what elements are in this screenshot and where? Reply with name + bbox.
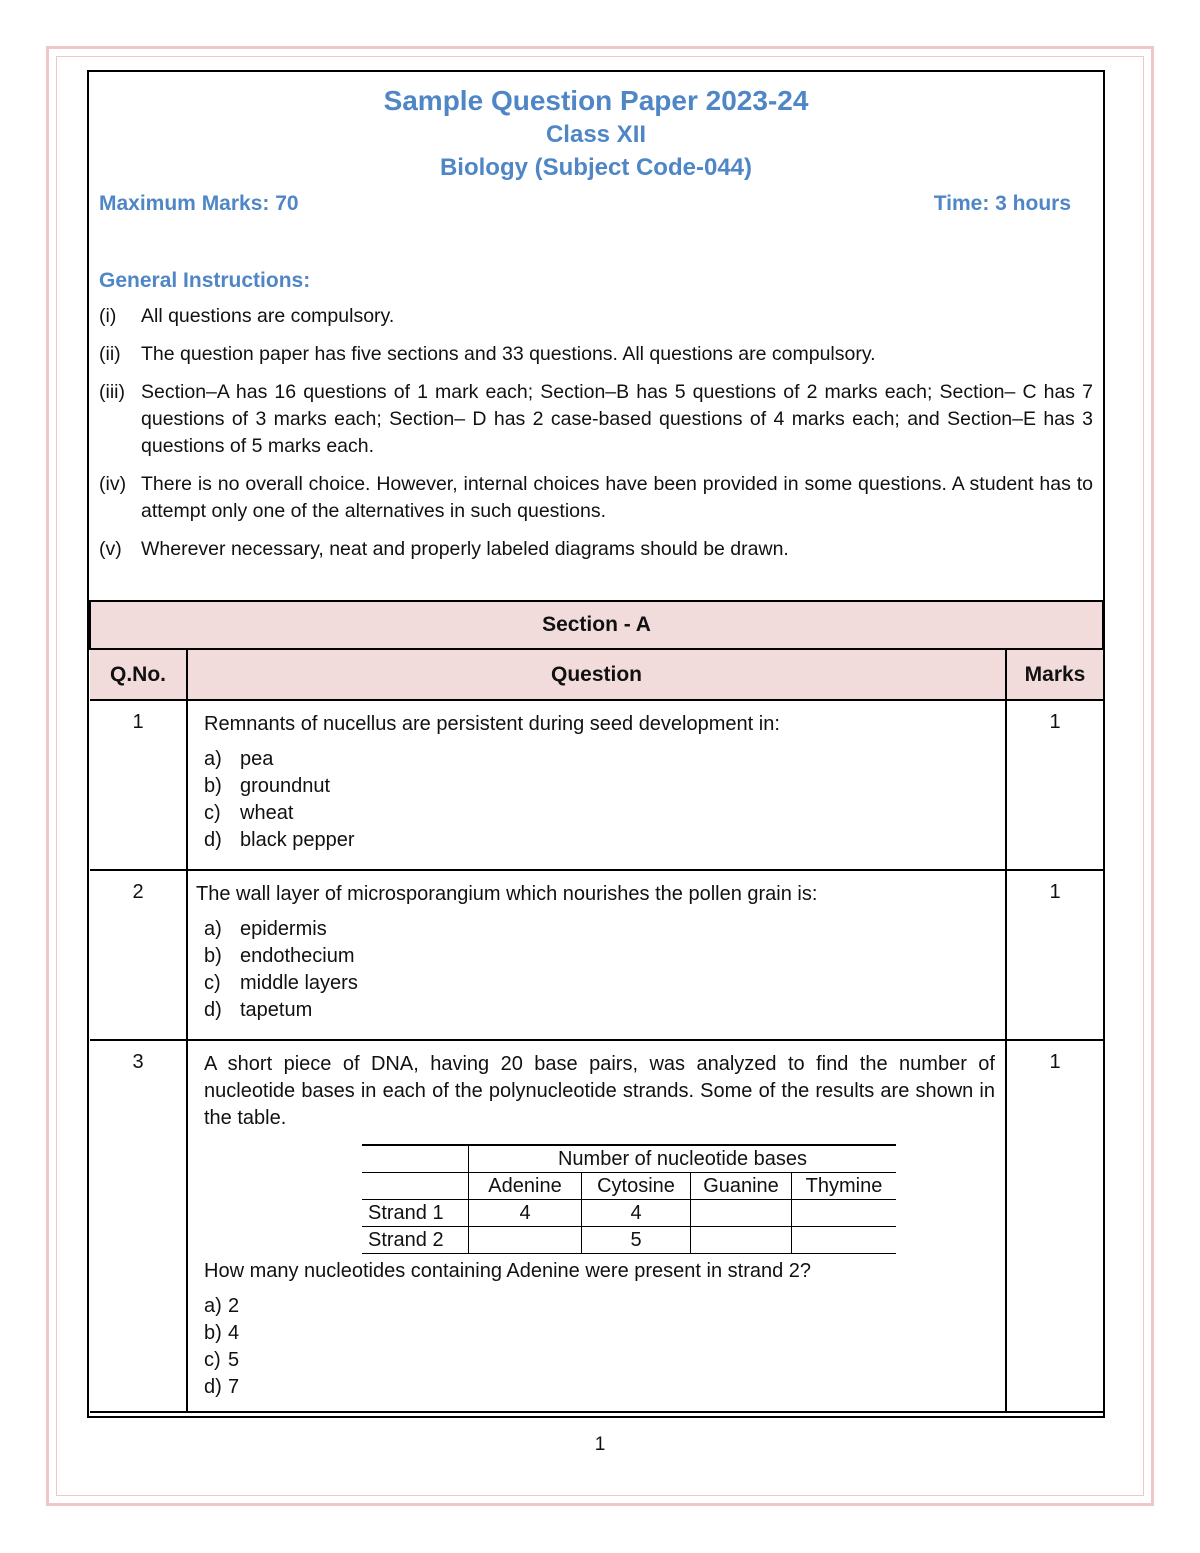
option-text: 2	[228, 1295, 240, 1317]
option-text: endothecium	[240, 945, 355, 967]
question-number: 2	[90, 870, 187, 1040]
instruction-text: The question paper has five sections and 33 questions. All questions are compulsory.	[141, 343, 876, 365]
instruction-item	[99, 379, 1093, 460]
option-label: c)	[204, 802, 221, 824]
question-number: 1	[90, 700, 187, 870]
column-header-qno: Q.No.	[90, 649, 187, 700]
instructions-heading: General Instructions:	[99, 269, 311, 292]
nucleotide-cell	[792, 1227, 897, 1254]
options-list	[204, 1293, 995, 1401]
class-label: Class XII	[545, 121, 647, 148]
nucleotide-table-caption-row	[362, 1145, 896, 1173]
option-item	[204, 773, 995, 800]
instruction-number: (ii)	[99, 343, 121, 365]
option-label: b)	[204, 945, 222, 967]
nucleotide-cell: 4	[582, 1200, 691, 1227]
option-text: middle layers	[240, 972, 358, 994]
instructions-list	[99, 303, 1093, 563]
nucleotide-column-header: Cytosine	[582, 1173, 691, 1200]
paper-title: Sample Question Paper 2023-24	[383, 85, 809, 116]
option-label: a)	[204, 1295, 222, 1317]
option-text: groundnut	[240, 775, 331, 797]
nucleotide-column-header: Thymine	[792, 1173, 897, 1200]
nucleotide-cell	[691, 1200, 792, 1227]
option-item	[204, 800, 995, 827]
question-row	[90, 870, 1103, 1040]
question-text: Remnants of nucellus are persistent during seed development in:	[204, 713, 780, 735]
option-label: d)	[204, 999, 222, 1021]
option-label: c)	[204, 972, 221, 994]
option-text: 5	[228, 1349, 240, 1371]
option-label: a)	[204, 918, 222, 940]
option-item	[204, 1347, 995, 1374]
nucleotide-table-corner	[362, 1173, 469, 1200]
option-item	[204, 827, 995, 854]
option-item	[204, 1374, 995, 1401]
instruction-number: (i)	[99, 305, 117, 327]
option-text: 4	[228, 1322, 240, 1344]
instruction-text: Section–A has 16 questions of 1 mark each; Section–B has 5 questions of 2 marks each; Section– C has 7 questions of 3 marks each; Section– D has 2 case-based questions of 4 marks each; and Section–E has 3 questions of 5 marks each.	[141, 381, 1093, 457]
option-text: tapetum	[240, 999, 313, 1021]
options-list	[196, 916, 995, 1024]
nucleotide-column-header: Adenine	[469, 1173, 582, 1200]
time-allowed: Time: 3 hours	[933, 192, 1071, 215]
nucleotide-table-row	[362, 1227, 896, 1254]
option-label: d)	[204, 829, 222, 851]
nucleotide-table-corner	[362, 1145, 469, 1173]
question-body	[187, 870, 1006, 1040]
option-item	[204, 1293, 995, 1320]
option-text: epidermis	[240, 918, 327, 940]
paper-frame	[87, 70, 1105, 1418]
nucleotide-table-caption: Number of nucleotide bases	[469, 1145, 897, 1173]
instruction-number: (iv)	[99, 473, 127, 495]
option-text: 7	[228, 1376, 240, 1398]
option-item	[204, 970, 995, 997]
question-text: A short piece of DNA, having 20 base pairs, was analyzed to find the number of nucleotide bases in each of the polynucleotide strands. Some of the results are shown in the table.	[204, 1053, 995, 1129]
option-label: b)	[204, 1322, 222, 1344]
title-block	[99, 72, 1093, 184]
nucleotide-cell: 4	[469, 1200, 582, 1227]
options-list	[204, 746, 995, 854]
question-marks: 1	[1006, 870, 1103, 1040]
question-marks: 1	[1006, 700, 1103, 870]
paper-header	[89, 72, 1103, 600]
question-table	[89, 600, 1104, 1413]
followup-question: How many nucleotides containing Adenine were present in strand 2?	[204, 1260, 812, 1282]
option-text: black pepper	[240, 829, 355, 851]
section-header-row	[90, 601, 1103, 649]
option-label: c)	[204, 1349, 221, 1371]
nucleotide-cell	[469, 1227, 582, 1254]
nucleotide-cell	[792, 1200, 897, 1227]
column-header-question: Question	[187, 649, 1006, 700]
instruction-item	[99, 536, 1093, 563]
instruction-number: (iii)	[99, 381, 125, 403]
question-body	[187, 700, 1006, 870]
strand-label: Strand 1	[362, 1200, 469, 1227]
question-row	[90, 700, 1103, 870]
question-number: 3	[90, 1040, 187, 1412]
page-number: 1	[594, 1434, 606, 1455]
nucleotide-cell	[691, 1227, 792, 1254]
option-item	[204, 746, 995, 773]
max-marks: Maximum Marks: 70	[99, 192, 299, 215]
instruction-item	[99, 341, 1093, 368]
option-item	[204, 1320, 995, 1347]
option-label: a)	[204, 748, 222, 770]
nucleotide-column-header: Guanine	[691, 1173, 792, 1200]
option-label: d)	[204, 1376, 222, 1398]
option-item	[204, 997, 995, 1024]
nucleotide-cell: 5	[582, 1227, 691, 1254]
question-marks: 1	[1006, 1040, 1103, 1412]
section-title: Section - A	[90, 601, 1103, 649]
option-text: pea	[240, 748, 274, 770]
column-header-marks: Marks	[1006, 649, 1103, 700]
subject-label: Biology (Subject Code-044)	[439, 154, 753, 181]
column-header-row	[90, 649, 1103, 700]
question-body	[187, 1040, 1006, 1412]
nucleotide-table-header-row	[362, 1173, 896, 1200]
question-text: The wall layer of microsporangium which nourishes the pollen grain is:	[196, 883, 818, 905]
option-text: wheat	[240, 802, 294, 824]
instruction-item	[99, 303, 1093, 330]
nucleotide-table	[362, 1144, 896, 1254]
instruction-text: All questions are compulsory.	[141, 305, 395, 327]
instruction-item	[99, 471, 1093, 525]
strand-label: Strand 2	[362, 1227, 469, 1254]
instruction-text: There is no overall choice. However, internal choices have been provided in some questions. A student has to attempt only one of the alternatives in such questions.	[141, 473, 1093, 522]
nucleotide-table-row	[362, 1200, 896, 1227]
option-label: b)	[204, 775, 222, 797]
marks-time-row	[99, 192, 1093, 216]
question-row	[90, 1040, 1103, 1412]
option-item	[204, 916, 995, 943]
instruction-text: Wherever necessary, neat and properly labeled diagrams should be drawn.	[141, 538, 789, 560]
option-item	[204, 943, 995, 970]
instruction-number: (v)	[99, 538, 122, 560]
